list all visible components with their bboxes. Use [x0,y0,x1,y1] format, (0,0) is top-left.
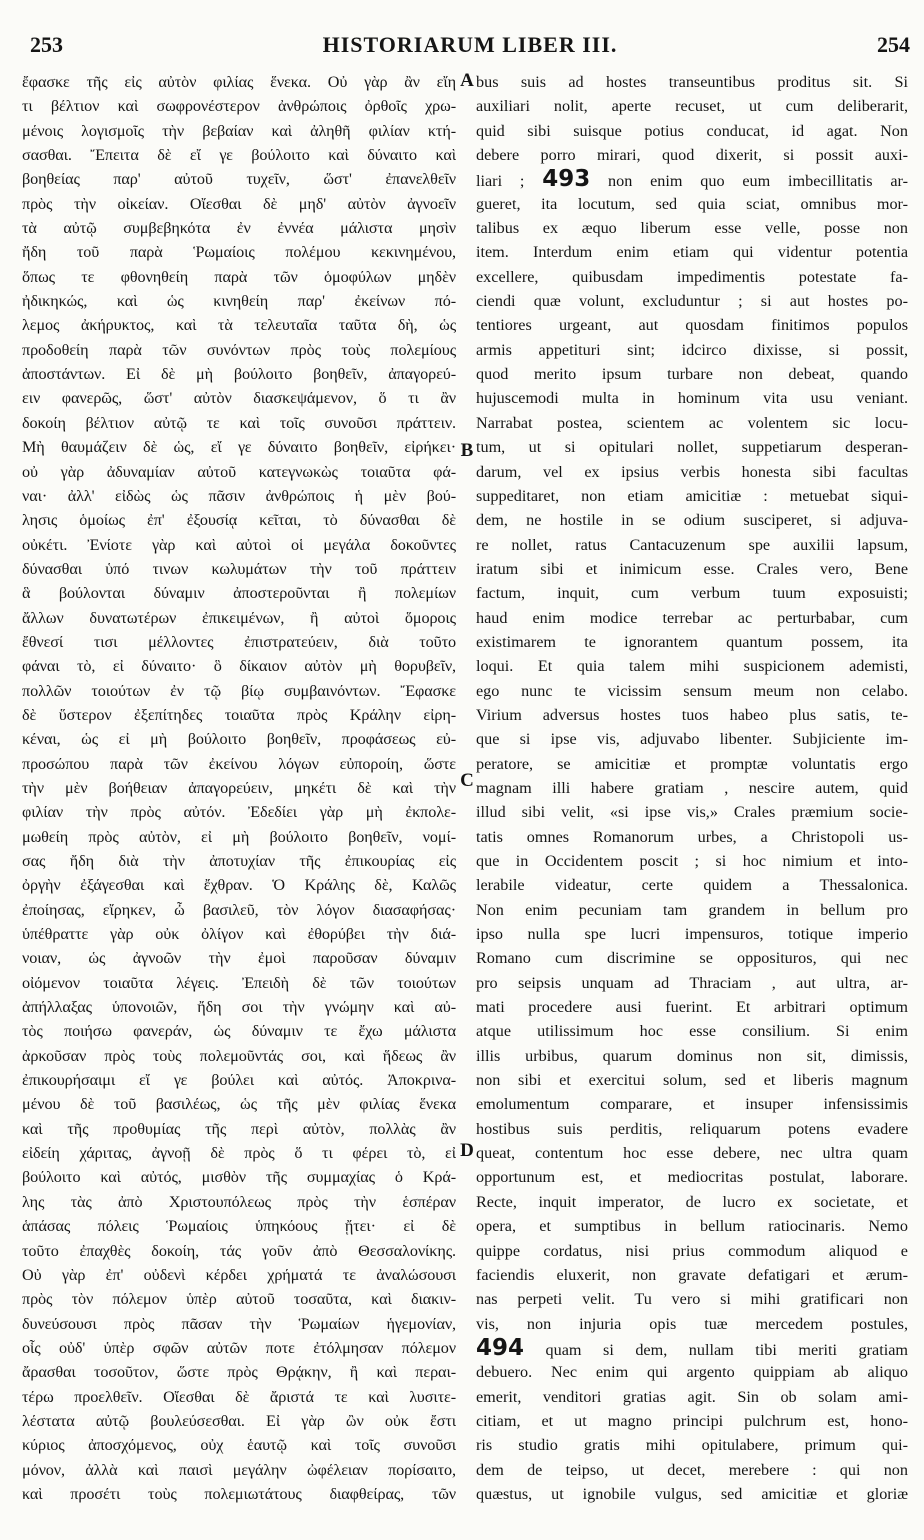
greek-text-line: καὶ τῆς προθυμίας τῆς περὶ αὐτὸν, πολλὰς ἂν [22,1119,456,1138]
latin-text-line: ciendi quæ volunt, excluduntur ; si aut hostes po- [476,292,908,311]
greek-text-line: φάναι τὸ, εἰ δύναιτο· ὃ δίκαιον αὐτὸν μὴ θορυβεῖν, [22,657,456,676]
latin-text-line: citiam, et ut magno principi pulchrum est, hono- [476,1411,908,1430]
greek-text-line: τέρω προελθεῖν. Οἴεσθαι δὲ ἄριστά τε καὶ λυσιτε- [22,1387,456,1406]
greek-text-line: κύριος ἀποσχόμενος, οὐχ ἑαυτῷ καὶ τοῖς συνοῦσι [22,1436,456,1455]
greek-text-line: μένοις λογισμοῖς τὴν βεβαίαν καὶ ἀληθῆ φιλίαν κτή- [22,121,456,140]
greek-text-line: πολλῶν τοιούτων ἐν τῷ βίῳ συμβαινόντων. Ἔφασκε [22,681,456,700]
greek-text-line: ἔφασκε τῆς εἰς αὐτὸν φιλίας ἕνεκα. Οὐ γὰρ ἂν εἴη [22,73,456,91]
latin-text-line: magnam illi habere gratiam , nescire autem, quid [476,778,908,797]
greek-text-line: ἐπικουρήσαιμι εἴ γε βούλει καὶ αὐτός. Ἀποκρινα- [22,1071,456,1090]
greek-text-line: τὴν μὲν βοήθειαν ἀπαγορεύειν, μηκέτι δὲ καὶ τὴν [22,778,456,797]
latin-text-line: queat, contentum hoc esse debere, nec ultra quam [476,1144,908,1163]
greek-text-line: νοιαν, ὡς ἀγνοῶν τὴν ἐμοὶ παροῦσαν δύναμιν [22,949,456,968]
greek-text-line: δὲ ὕστερον ἐξεπίτηδες τοιαῦτα πρὸς Κράλην εἰρη- [22,705,456,724]
latin-text-line: hostibus suis perditis, reliquarum potens evadere [476,1119,908,1138]
latin-text-line: auxiliari nolit, aperte recuset, ut cum deliberarit, [476,97,908,116]
latin-text-line: quid sibi suisque potius conducat, id agat. Non [476,121,908,140]
latin-text-line: factum, inquit, cum verbum tuum exposuisti; [476,584,908,603]
latin-text-line: faciendis eluxerit, non gravate defatigari et ærum- [476,1265,908,1284]
latin-text-line: atque utilissimum hoc esse consilium. Si enim [476,1022,908,1041]
latin-text-line: quippe cordatus, nisi prius commodum aliquod e [476,1241,908,1260]
latin-text-line: illud sibi velit, «si ipse vis,» Crales præmium socie- [476,803,908,822]
greek-text-line: δύνασθαι ὑπό τινων κωλυμάτων τὴν τοῦ πράττειν [22,559,456,578]
greek-text-line: μωθείη πρὸς αὐτὸν, εἰ μὴ βούλοιτο βοηθεῖν, νομί- [22,827,456,846]
greek-text-line: ἀπήλλαξας ὑπονοιῶν, ἤδη σοι τὴν γνώμην καὶ αὐ- [22,998,456,1017]
latin-text-line: ris studio gratis mihi opitulabere, primum qui- [476,1436,908,1455]
greek-text-line: ἃ βούλονται δύναμιν ἀποστεροῦνται ἢ πολεμίων [22,584,456,603]
latin-text-line: debuero. Nec enim qui argento quippiam ab aliquo [476,1363,908,1382]
greek-text-line: ἠδικηκώς, καὶ ὡς κινηθείη παρ' ἐκείνων πό- [22,292,456,311]
greek-text-line: ἐποίησας, εἴρηκεν, ὦ βασιλεῦ, τὸν λόγον διασαφήσας· [22,900,456,919]
greek-text-line: ναι· ἀλλ' εἰδὼς ὡς πᾶσιν ἀνθρώποις ἡ μὲν βού- [22,486,456,505]
greek-text-line: Μὴ θαυμάζειν δὲ ὡς, εἴ γε δύναιτο βοηθεῖν, εἰρήκει· [22,438,456,457]
greek-text-line: σας ἤδη διὰ τὴν ἀποτυχίαν τῆς ἐπικουρίας εἰς [22,852,456,870]
greek-text-line: ἄρασθαι τοσοῦτον, ὥστε πρὸς Θρᾴκην, ἢ καὶ περαι- [22,1363,456,1382]
latin-text-line: item. Interdum enim etiam qui videntur potentia [476,243,908,262]
latin-text-line: dem de teipso, ut decet, merebere : qui non [476,1460,908,1479]
greek-text-line: τι βέλτιον καὶ σωφρονέστερον ἀνθρώποις ὀρθοῖς χρω- [22,97,456,116]
greek-text-line: προδοθείη παρὰ τῶν συνόντων πρὸς τοὺς πολεμίους [22,340,456,359]
greek-text-line: τοῦτο ἐπαχθὲς δοκοίη, τάς γοῦν ἀπὸ Θεσσαλονίκης. [22,1241,456,1260]
latin-text-line: debere porro mirari, quod dixerit, si possit auxi- [476,146,908,165]
latin-text-line: tatis omnes Romanorum urbes, a Christopoli us- [476,827,908,846]
edition-page-number: 494 [476,1335,525,1361]
greek-text-line: ἤδη τοῦ παρὰ Ῥωμαίοις πολέμου κεκινημένου, [22,243,456,262]
latin-text-line: hujuscemodi multa in hominum vita usu veniant. [476,389,908,408]
greek-text-line: βούλοιτο καὶ αὐτός, μισθὸν τῆς συμμαχίας ὁ Κρά- [22,1168,456,1187]
latin-text-line: Narrabat postea, scientem ac volentem sic locu- [476,413,908,432]
latin-text-line: 494 quam si dem, nullam tibi meriti gratiam [476,1335,908,1361]
edition-page-number: 493 [542,167,591,192]
greek-text-line: ἀρκοῦσαν πρὸς τοὺς πολεμοῦντάς σοι, καὶ ἥδεως ἂν [22,1046,456,1065]
greek-text-line: πρὸς τὸν πόλεμον ὑπὲρ αὐτοῦ τοσαῦτα, καὶ διακιν- [22,1290,456,1309]
running-title: HISTORIARUM LIBER III. [322,32,618,57]
latin-text-line: Non enim pecuniam tam grandem in bellum pro [476,900,908,919]
margin-letter-d: D [460,1140,474,1161]
latin-text-line: ipso nulla spe lucri impensuros, totique imperio [476,925,908,944]
greek-text-column [22,70,456,1506]
greek-text-line: μόνον, ἀλλὰ καὶ παισὶ μεγάλην ὠφέλειαν πορίσαιτο, [22,1460,456,1479]
page-number-right: 254 [877,32,910,57]
latin-text-line: darum, vel ex ipsius verbis honesta sibi facultas [476,462,908,481]
latin-text-line: tentiores urgeant, aut quosdam finitimos populos [476,316,908,335]
greek-text-line: οἷς οὐδ' ὑπὲρ σφῶν αὐτῶν ποτε ἐτόλμησαν πόλεμον [22,1338,456,1357]
latin-text-line: illis urbibus, quarum dominus non sit, dimissis, [476,1046,908,1065]
greek-text-line: λέστατα αὐτῷ βουλεύσεσθαι. Εἰ γὰρ ὢν οὐκ ἔστι [22,1411,456,1430]
latin-text-line: liari ; 493 non enim quo eum imbecillitatis ar- [476,167,908,192]
greek-text-line: δοκοίη βέλτιον αὐτῷ τε καὶ τοῖς συνοῦσι πράττειν. [22,413,456,432]
latin-text-line: Romano cum discrimine se opposituros, qui nec [476,949,908,968]
latin-text-line: mati procedere ausi fuerint. Et arbitrari optimum [476,998,908,1017]
latin-text-line: tum, ut si opitulari nollet, suppetiarum desperan- [476,438,908,457]
greek-text-line: τὰ αὐτῷ συμβεβηκότα ἐν ἐννέα μάλιστα μησὶν [22,219,456,238]
latin-text-column [476,70,908,1506]
latin-text-line: suppeditaret, non etiam amicitiæ : metuebat siqui- [476,486,908,505]
greek-text-line: πρὸς τὴν οἰκείαν. Οἴεσθαι δὲ μηδ' αὐτὸν ἀγνοεῖν [22,194,456,213]
greek-text-line: μένου δὲ τοῦ βασιλέως, ὡς τῆς μὲν φιλίας ἕνεκα [22,1095,456,1114]
latin-text-line: haud enim modice terrebar ac perturbabar, cum [476,608,908,627]
latin-text-line: emolumentum comparare, et insuper infensissimis [476,1095,908,1114]
latin-text-line: armis appetituri sint; idcirco dixisse, si possit, [476,340,908,359]
greek-text-line: ἄλλων δυνατωτέρων ἐπικειμένων, ἢ αὐτοὶ ὅμοροις [22,608,456,627]
greek-text-line: ἔθνεσί τισι μέλλοντες ἐπιστρατεύειν, διὰ τοῦτο [22,632,456,651]
latin-text-line: ego nunc te vicissim sensum meum non celabo. [476,681,908,700]
latin-text-line: gueret, ita locutum, sed quia sciat, omnibus mor- [476,194,908,213]
latin-text-line: bus suis ad hostes transeuntibus proditus sit. Si [476,73,908,91]
latin-text-line: lerabile videatur, certe quidem a Thessalonica. [476,876,908,895]
greek-text-line: ὀργὴν ἐξάγεσθαι καὶ ἔχθραν. Ὁ Κράλης δὲ, Καλῶς [22,876,456,895]
margin-letter-a: A [460,70,474,91]
greek-text-line: λεμος ἀκήρυκτος, καὶ τὰ τελευταῖα ταῦτα δὴ, ὡς [22,316,456,335]
greek-text-line: κέναι, ὡς εἰ μὴ βούλοιτο βοηθεῖν, προφάσεως εὐ- [22,730,456,749]
greek-text-line: προσώπου παρὰ τῶν ἐκείνου λόγων εὐποροίη, ὥστε [22,754,456,773]
greek-text-line: εἰδείη χάριτας, ἀγνοῇ δὲ πρὸς ὅ τι φέρει τὸ, εἰ [22,1144,456,1163]
greek-text-line: βοηθείας παρ' αὐτοῦ τυχεῖν, ὥστ' ἐπανελθεῖν [22,170,456,189]
latin-text-line: re nollet, ratus Cantacuzenum spe auxilii lapsum, [476,535,908,554]
latin-text-line: excellere, quibusdam impedimentis potestate fa- [476,267,908,286]
latin-text-line: dem, ne hostile in se odium susciperet, si adjuva- [476,511,908,530]
greek-text-line: φιλίαν τὴν πρὸς αὐτόν. Ἐδεδίει γὰρ μὴ ἐκπολε- [22,803,456,822]
greek-text-line: οὐ γὰρ ἀδυναμίαν αὐτοῦ κατεγνωκὼς τοιαῦτα φά- [22,462,456,481]
greek-text-line: οἰόμενον τοιαῦτα λέγεις. Ἐπειδὴ δὲ τῶν τοιούτων [22,973,456,992]
greek-text-line: καὶ προσέτι τοὺς πολεμιωτάτους διαφθείρας, τῶν [22,1484,456,1503]
latin-text-line: opera, et sumptibus in bellum ratiocinaris. Nemo [476,1217,908,1236]
latin-text-line: iratum sibi et inimicum esse. Crales vero, Bene [476,559,908,578]
latin-text-line: existimarem te ignorantem quantum possem, ita [476,632,908,651]
page-number-left: 253 [30,32,63,57]
latin-text-line: emerit, venditori gratias agit. Sin ob solam ami- [476,1387,908,1406]
latin-text-line: pro seipsis unquam ad Thraciam , aut ultra, ar- [476,973,908,992]
margin-letter-c: C [460,770,474,791]
latin-text-line: Recte, inquit imperator, de lucro ex societate, et [476,1192,908,1211]
greek-text-line: ὅπως τε φθονηθείη παρὰ τῶν ὁμοφύλων μηδὲν [22,267,456,286]
latin-text-line: peratore, se amicitiæ et promptæ voluntatis ergo [476,754,908,773]
latin-text-line: opportunum est, et mediocritas postulat, laborare. [476,1168,908,1187]
latin-text-line: talibus ex æquo liberum esse velle, posse non [476,219,908,238]
greek-text-line: σασθαι. Ἔπειτα δὲ εἴ γε βούλοιτο καὶ δύναιτο καὶ [22,146,456,165]
margin-letter-b: B [460,440,474,461]
latin-text-line: quæstus, ut ignobile vulgus, sed amicitiæ et gloriæ [476,1484,908,1503]
latin-text-line: que in Occidentem poscit ; si hoc nimium et into- [476,852,908,870]
greek-text-line: λησις ὁμοίως ἐπ' ἐξουσίᾳ κεῖται, τὸ δύνασθαι δὲ [22,511,456,530]
latin-text-line: Virium adversus hostes tuos habeo plus satis, te- [476,705,908,724]
latin-text-line: vis, non injuria opis tuæ mercedem postules, [476,1314,908,1333]
greek-text-line: ειν φανερῶς, ὥστ' αὐτὸν διασκεψάμενον, ὅ τι ἂν [22,389,456,408]
latin-text-line: nas perpeti velit. Tu vero si mihi gratificari non [476,1290,908,1309]
greek-text-line: λης τὰς ἀπὸ Χριστουπόλεως πρὸς τὴν ἑσπέραν [22,1192,456,1211]
latin-text-line: que si ipse vis, adjuvabo libenter. Subjiciente im- [476,730,908,749]
greek-text-line: δυνεύσουσι πρὸς πᾶσαν τὴν Ῥωμαίων ἡγεμονίαν, [22,1314,456,1333]
greek-text-line: ἀποστάντων. Εἰ δὲ μὴ βούλοιτο βοηθεῖν, ἀπαγορεύ- [22,365,456,384]
greek-text-line: ὑπέθραττε γὰρ οὐκ ὀλίγον καὶ ἐθορύβει τὴν διά- [22,925,456,944]
running-header [30,28,910,64]
greek-text-line: οὐκέτι. Ἐνίοτε γὰρ καὶ αὐτοὶ οἱ μεγάλα δοκοῦντες [22,535,456,554]
latin-text-line: quod merito ipsum turbare non debeat, quando [476,365,908,384]
latin-text-line: loqui. Et quia talem mihi suspicionem ademisti, [476,657,908,676]
greek-text-line: Οὐ γὰρ ἐπ' οὐδενὶ κέρδει χρήματά τε ἀναλώσουσι [22,1265,456,1284]
latin-text-line: non sibi et exercitui solum, sed et liberis magnum [476,1071,908,1090]
greek-text-line: τὸς ποιήσω φανεράν, ὡς δύναμιν τε ἔχω μάλιστα [22,1022,456,1041]
greek-text-line: ἁπάσας πόλεις Ῥωμαίοις ὑπηκόους ᾔτει· εἰ δὲ [22,1217,456,1236]
